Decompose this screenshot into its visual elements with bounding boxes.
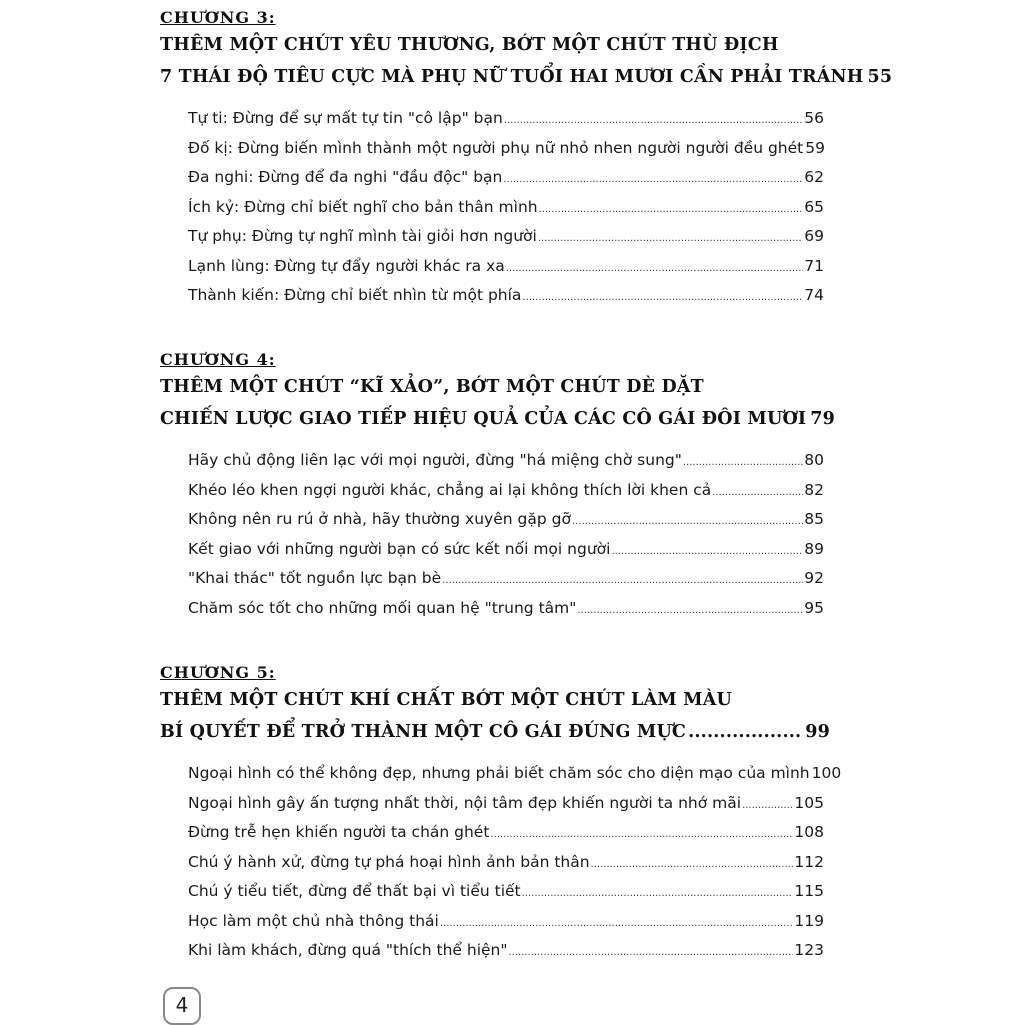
chapter-page: 79 [810,409,836,429]
entry-page: 85 [804,510,824,528]
entry-page: 119 [794,911,824,930]
toc-entry[interactable] [188,476,824,506]
toc-entry[interactable] [188,252,824,282]
entry-page: 74 [804,286,824,304]
entry-list [188,759,842,966]
entry-title: Học làm một chủ nhà thông thái [188,911,439,930]
toc-entry[interactable] [188,281,824,311]
chapter-label: CHƯƠNG 3: [160,8,276,27]
chapter-subtitle: CHIẾN LƯỢC GIAO TIẾP HIỆU QUẢ CỦA CÁC CÔ GÁI ĐÔI MƯƠI [160,409,807,429]
leader-dots [522,879,794,909]
chapter-label: CHƯƠNG 4: [160,350,276,369]
entry-page: 112 [794,852,824,871]
entry-page: 95 [804,598,824,617]
entry-page: 100 [811,764,842,782]
toc-entry[interactable] [188,907,824,937]
entry-page: 82 [804,480,824,499]
leader-dots [611,537,803,567]
entry-title: "Khai thác" tốt nguồn lực bạn bè [188,569,442,587]
entry-page: 123 [794,941,824,959]
chapter-subtitle: 7 THÁI ĐỘ TIÊU CỰC MÀ PHỤ NỮ TUỔI HAI MƯƠI CẦN PHẢI TRÁNH [160,67,864,87]
toc-entry[interactable] [188,848,824,878]
toc-entry[interactable] [188,505,824,535]
entry-title: Đừng trễ hẹn khiến người ta chán ghét [188,823,490,841]
chapter-title-line1: THÊM MỘT CHÚT YÊU THƯƠNG, BỚT MỘT CHÚT THÙ ĐỊCH [160,35,779,55]
toc-entry[interactable] [188,877,824,907]
toc-entry[interactable] [188,446,824,476]
entry-page: 80 [804,451,824,469]
entry-page: 65 [804,197,824,216]
entry-title: Tự ti: Đừng để sự mất tự tin "cô lập" bạn [188,109,503,127]
toc-entry[interactable] [188,789,824,819]
leader-dots [577,596,803,626]
leader-dots [490,820,793,850]
entry-title: Ngoại hình gây ấn tượng nhất thời, nội tâm đẹp khiến người ta nhớ mãi [188,793,742,812]
entry-page: 69 [804,227,824,245]
entry-title: Thành kiến: Đừng chỉ biết nhìn từ một phía [188,286,522,304]
chapter-page: 55 [867,67,893,87]
page-number: 4 [163,987,201,1025]
entry-page: 108 [794,823,824,841]
leader-dots [538,224,803,254]
leader-dots [572,507,803,537]
entry-title: Chú ý hành xử, đừng tự phá hoại hình ảnh bản thân [188,852,590,871]
toc-entry[interactable] [188,564,824,594]
leader-dots [508,938,793,968]
entry-title: Chăm sóc tốt cho những mối quan hệ "trung tâm" [188,598,577,617]
leader-dots [688,716,803,748]
leader-dots [504,106,803,136]
toc-entry[interactable] [188,134,824,164]
entry-title: Đa nghi: Đừng để đa nghi "đầu độc" bạn [188,168,503,186]
entry-title: Chú ý tiểu tiết, đừng để thất bại vì tiểu tiết [188,882,521,900]
chapter-title-line2[interactable] [160,403,836,435]
entry-page: 62 [804,168,824,186]
chapter-page: 99 [805,722,830,742]
entry-title: Tự phụ: Đừng tự nghĩ mình tài giỏi hơn người [188,227,537,245]
chapter-title-line2[interactable] [160,716,830,748]
leader-dots [503,165,803,195]
toc-entry[interactable] [188,222,824,252]
leader-dots [742,791,793,821]
entry-title: Đố kị: Đừng biến mình thành một người phụ nữ nhỏ nhen người người đều ghét [188,138,804,157]
chapter-subtitle: BÍ QUYẾT ĐỂ TRỞ THÀNH MỘT CÔ GÁI ĐÚNG MỰC [160,722,687,742]
toc-entry[interactable] [188,759,842,789]
leader-dots [591,850,794,880]
entry-title: Ích kỷ: Đừng chỉ biết nghĩ cho bản thân mình [188,197,538,216]
chapter-4 [160,349,836,623]
chapter-5 [160,662,842,966]
leader-dots [712,478,803,508]
entry-page: 105 [794,793,824,812]
entry-page: 92 [804,569,824,587]
toc-entry[interactable] [188,104,824,134]
leader-dots [683,448,803,478]
entry-title: Khéo léo khen ngợi người khác, chẳng ai lại không thích lời khen cả [188,480,712,499]
entry-title: Khi làm khách, đừng quá "thích thể hiện" [188,941,508,959]
entry-page: 89 [804,539,824,558]
chapter-title-line1: THÊM MỘT CHÚT KHÍ CHẤT BỚT MỘT CHÚT LÀM MÀU [160,690,732,710]
entry-list [188,104,824,311]
toc-entry[interactable] [188,818,824,848]
leader-dots [440,909,794,939]
entry-list [188,446,824,623]
entry-page: 59 [805,138,825,157]
toc-entry[interactable] [188,594,824,624]
entry-title: Không nên ru rú ở nhà, hãy thường xuyên gặp gỡ [188,510,571,528]
entry-title: Lạnh lùng: Đừng tự đẩy người khác ra xa [188,256,505,275]
entry-page: 115 [794,882,824,900]
leader-dots [539,195,804,225]
chapter-title-line2[interactable] [160,61,893,93]
entry-title: Kết giao với những người bạn có sức kết nối mọi người [188,539,611,558]
leader-dots [442,566,803,596]
toc-entry[interactable] [188,163,824,193]
entry-page: 71 [804,256,824,275]
toc-entry[interactable] [188,936,824,966]
entry-page: 56 [804,109,824,127]
toc-entry[interactable] [188,535,824,565]
chapter-label: CHƯƠNG 5: [160,663,276,682]
chapter-title-line1: THÊM MỘT CHÚT “KĨ XẢO”, BỚT MỘT CHÚT DÈ DẶT [160,377,704,397]
entry-title: Hãy chủ động liên lạc với mọi người, đừng "há miệng chờ sung" [188,451,682,469]
leader-dots [522,283,803,313]
entry-title: Ngoại hình có thể không đẹp, nhưng phải biết chăm sóc cho diện mạo của mình [188,764,810,782]
leader-dots [506,254,804,284]
chapter-3 [160,7,893,311]
toc-entry[interactable] [188,193,824,223]
